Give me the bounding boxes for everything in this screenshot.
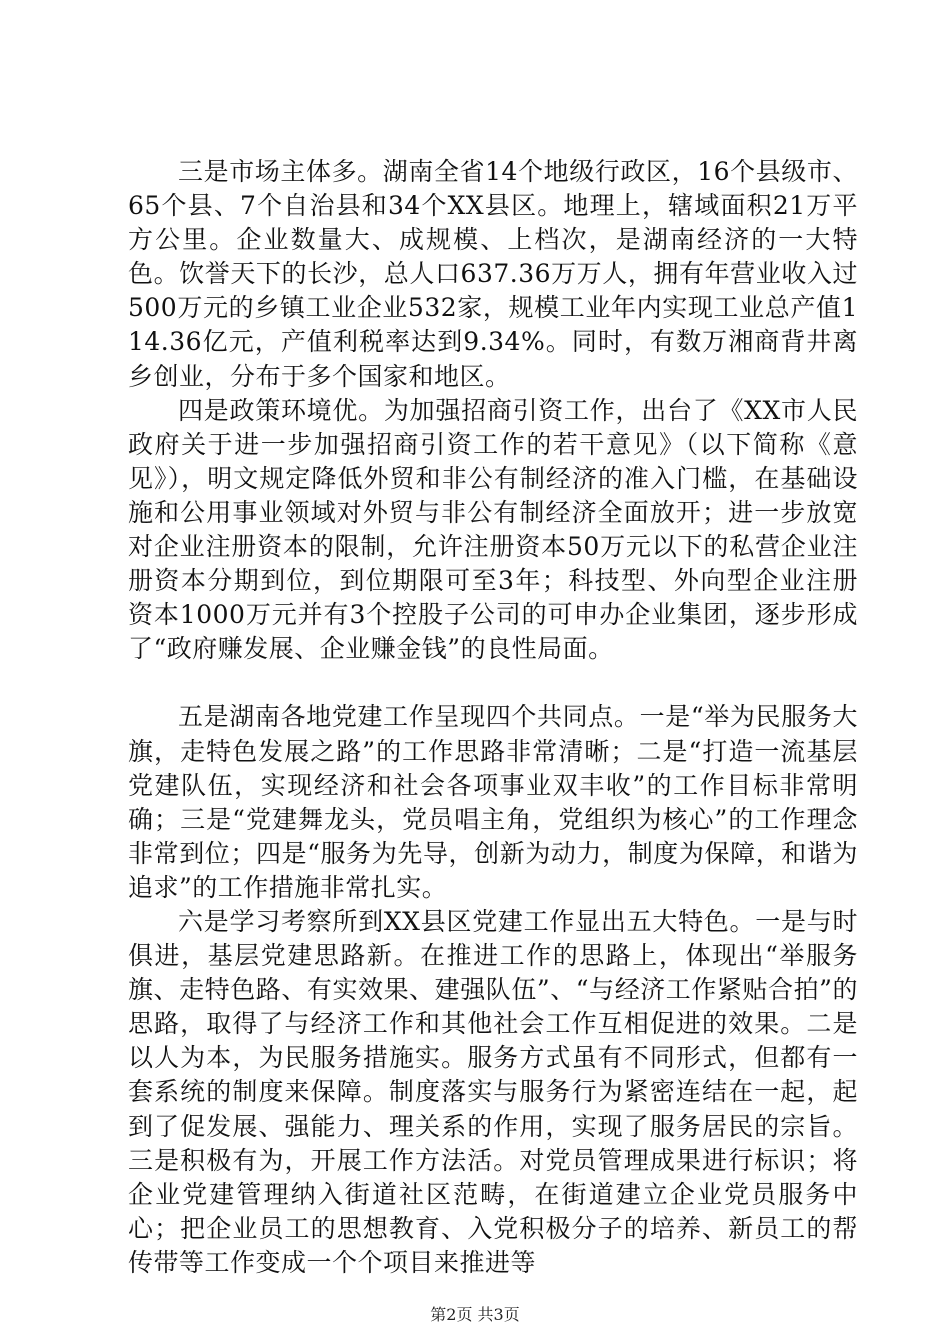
paragraph-market-entities: 三是市场主体多。湖南全省14个地级行政区，16个县级市、65个县、7个自治县和34个XX县区。地理上，辖域面积21万平方公里。企业数量大、成规模、上档次，是湖南经济的一大特色。饮誉天下的长沙，总人口637.36万万人，拥有年营业收入过500万元的乡镇工业企业532家，规模工业年内实现工业总产值114.36亿元，产值利税率达到9.34%。同时，有数万湘商背井离乡创业，分布于多个国家和地区。 (128, 157, 858, 391)
paragraph-party-building-features: 六是学习考察所到XX县区党建工作显出五大特色。一是与时俱进，基层党建思路新。在推进工作的思路上，体现出“举服务旗、走特色路、有实效果、建强队伍”、“与经济工作紧贴合拍”的思路，取得了与经济工作和其他社会工作互相促进的效果。二是以人为本，为民服务措施实。服务方式虽有不同形式，但都有一套系统的制度来保障。制度落实与服务行为紧密连结在一起，起到了促发展、强能力、理关系的作用，实现了服务居民的宗旨。三是积极有为，开展工作方法活。对党员管理成果进行标识；将企业党建管理纳入街道社区范畴，在街道建立企业党员服务中心；把企业员工的思想教育、入党积极分子的培养、新员工的帮传带等工作变成一个个项目来推进等 (128, 906, 858, 1277)
paragraph-policy-environment: 四是政策环境优。为加强招商引资工作，出台了《XX市人民政府关于进一步加强招商引资工作的若干意见》（以下简称《意见》），明文规定降低外贸和非公有制经济的准入门槛，在基础设施和公用事业领域对外贸与非公有制经济全面放开；进一步放宽对企业注册资本的限制，允许注册资本50万元以下的私营企业注册资本分期到位，到位期限可至3年；科技型、外向型企业注册资本1000万元并有3个控股子公司的可申办企业集团，逐步形成了“政府赚发展、企业赚金钱”的良性局面。 (128, 395, 858, 664)
page-footer: 第2页 共3页 (430, 1305, 520, 1324)
paragraph-party-building-commonalities: 五是湖南各地党建工作呈现四个共同点。一是“举为民服务大旗，走特色发展之路”的工作思路非常清晰；二是“打造一流基层党建队伍，实现经济和社会各项事业双丰收”的工作目标非常明确；三是“党建舞龙头，党员唱主角，党组织为核心”的工作理念非常到位；四是“服务为先导，创新为动力，制度为保障，和谐为追求”的工作措施非常扎实。 (128, 702, 858, 902)
document-body (128, 155, 858, 1280)
paragraph-spacer (128, 666, 858, 700)
